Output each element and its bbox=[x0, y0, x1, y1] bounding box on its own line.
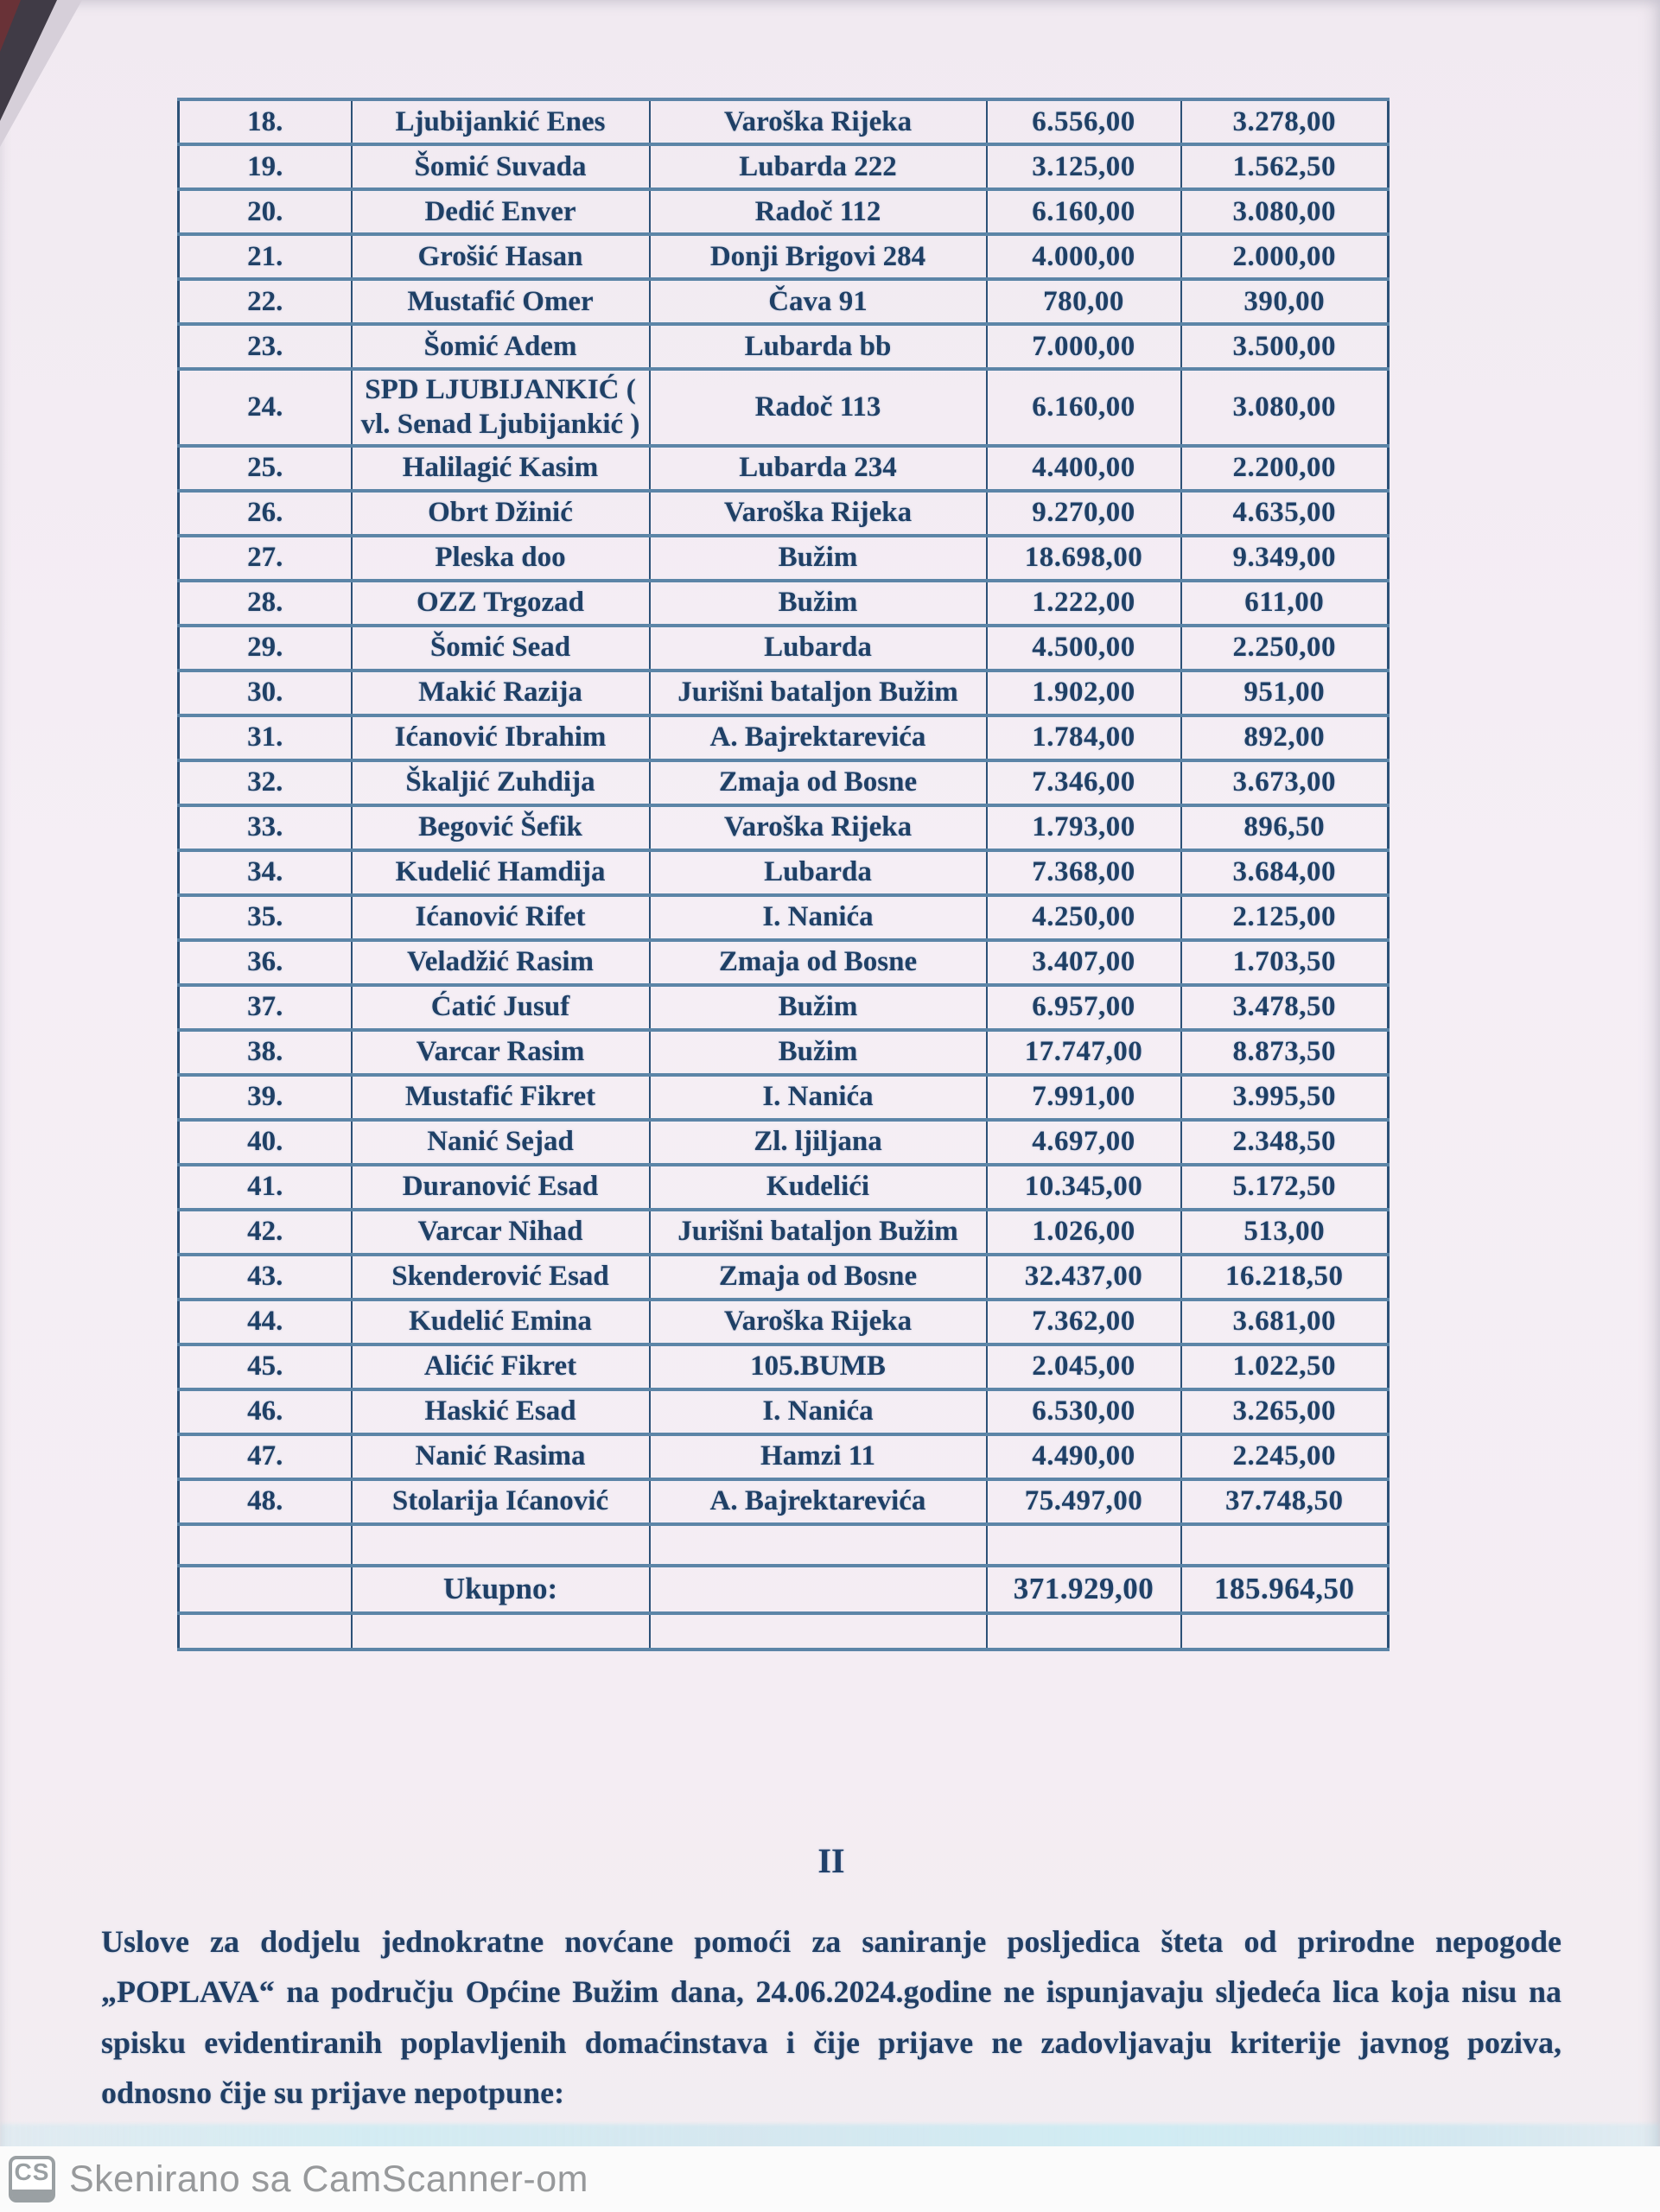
address-cell bbox=[650, 1075, 987, 1120]
amount-cell: 7.000,00 bbox=[987, 324, 1181, 369]
recipient-name-cell bbox=[352, 1255, 650, 1300]
address-cell bbox=[650, 850, 987, 895]
table-row bbox=[179, 1300, 1389, 1344]
amount-cell: 2.045,00 bbox=[987, 1344, 1181, 1389]
half-amount-cell: 3.995,50 bbox=[1181, 1075, 1389, 1120]
amount-cell: 4.697,00 bbox=[987, 1120, 1181, 1165]
recipient-name-cell bbox=[352, 1479, 650, 1524]
address-text: Bužim bbox=[778, 542, 858, 574]
address-text: Jurišni bataljon Bužim bbox=[677, 1216, 958, 1248]
recipient-name-cell bbox=[352, 895, 650, 940]
aid-recipients-table bbox=[177, 98, 1390, 1651]
address-cell bbox=[650, 324, 987, 369]
half-amount-cell: 390,00 bbox=[1181, 279, 1389, 324]
address-cell bbox=[650, 234, 987, 279]
amount-cell: 1.902,00 bbox=[987, 671, 1181, 715]
amount-cell: 6.957,00 bbox=[987, 985, 1181, 1030]
half-amount-cell: 2.245,00 bbox=[1181, 1434, 1389, 1479]
recipient-name-text: Skenderović Esad bbox=[391, 1261, 609, 1293]
table-row bbox=[179, 1120, 1389, 1165]
address-cell bbox=[650, 895, 987, 940]
table-row bbox=[179, 324, 1389, 369]
table-row bbox=[179, 1165, 1389, 1210]
address-text: Zmaja od Bosne bbox=[718, 946, 918, 978]
half-amount-cell: 3.684,00 bbox=[1181, 850, 1389, 895]
address-cell bbox=[650, 805, 987, 850]
amount-cell: 4.400,00 bbox=[987, 446, 1181, 491]
table-row bbox=[179, 715, 1389, 760]
half-amount-cell: 3.080,00 bbox=[1181, 369, 1389, 446]
address-cell bbox=[650, 189, 987, 234]
recipient-name-text: Mustafić Omer bbox=[407, 285, 594, 317]
half-amount-cell: 1.703,50 bbox=[1181, 940, 1389, 985]
table-row bbox=[179, 536, 1389, 581]
recipient-name-cell bbox=[352, 1165, 650, 1210]
recipient-name-cell bbox=[352, 491, 650, 536]
half-amount-cell: 37.748,50 bbox=[1181, 1479, 1389, 1524]
address-text: Varoška Rijeka bbox=[723, 811, 913, 843]
address-text: Bužim bbox=[778, 587, 858, 619]
recipient-name-text: Škaljić Zuhdija bbox=[405, 766, 595, 798]
address-cell bbox=[650, 1344, 987, 1389]
amount-cell: 3.407,00 bbox=[987, 940, 1181, 985]
address-text: Hamzi 11 bbox=[760, 1440, 875, 1472]
address-text: Čava 91 bbox=[768, 285, 868, 317]
recipient-name-cell bbox=[352, 626, 650, 671]
address-cell bbox=[650, 1210, 987, 1255]
half-amount-cell: 2.200,00 bbox=[1181, 446, 1389, 491]
recipient-name-cell bbox=[352, 279, 650, 324]
recipient-name-cell bbox=[352, 1434, 650, 1479]
half-amount-cell: 2.000,00 bbox=[1181, 234, 1389, 279]
half-amount-cell: 3.500,00 bbox=[1181, 324, 1389, 369]
amount-cell: 6.530,00 bbox=[987, 1389, 1181, 1434]
address-cell bbox=[650, 760, 987, 805]
half-amount-cell: 8.873,50 bbox=[1181, 1030, 1389, 1075]
address-text: Zmaja od Bosne bbox=[718, 1261, 918, 1293]
recipient-name-cell bbox=[352, 144, 650, 189]
recipient-name-text: Haskić Esad bbox=[424, 1395, 576, 1427]
recipient-name-cell bbox=[352, 324, 650, 369]
recipient-name-cell bbox=[352, 1300, 650, 1344]
recipient-name-text: Duranović Esad bbox=[402, 1171, 599, 1203]
recipient-name-cell bbox=[352, 1389, 650, 1434]
address-cell bbox=[650, 626, 987, 671]
address-text: Varoška Rijeka bbox=[723, 105, 913, 137]
half-amount-cell: 2.250,00 bbox=[1181, 626, 1389, 671]
address-text: Lubarda bb bbox=[744, 330, 892, 362]
half-amount-cell: 892,00 bbox=[1181, 715, 1389, 760]
recipient-name-text: Grošić Hasan bbox=[417, 240, 583, 272]
recipient-name-text: Varcar Nihad bbox=[417, 1216, 583, 1248]
address-text: Jurišni bataljon Bužim bbox=[677, 677, 958, 709]
table-row bbox=[179, 1434, 1389, 1479]
total-amount: 371.929,00 bbox=[987, 1566, 1181, 1613]
row-number-cell: 40. bbox=[179, 1120, 352, 1165]
address-cell bbox=[650, 144, 987, 189]
address-text: Varoška Rijeka bbox=[723, 497, 913, 529]
row-number-cell: 31. bbox=[179, 715, 352, 760]
address-text: Donji Brigovi 284 bbox=[709, 240, 926, 272]
page-corner-fold-accent bbox=[0, 0, 21, 52]
address-cell bbox=[650, 1300, 987, 1344]
row-number-cell: 24. bbox=[179, 369, 352, 446]
recipient-name-text: Šomić Suvada bbox=[414, 150, 587, 182]
address-text: Bužim bbox=[778, 1036, 858, 1068]
empty-row bbox=[179, 1524, 1389, 1566]
table-row bbox=[179, 805, 1389, 850]
recipient-name-text: OZZ Trgozad bbox=[416, 587, 585, 619]
row-number-cell: 26. bbox=[179, 491, 352, 536]
row-number-cell: 30. bbox=[179, 671, 352, 715]
recipient-name-cell bbox=[352, 671, 650, 715]
recipient-name-text: Ljubijankić Enes bbox=[395, 105, 606, 137]
half-amount-cell: 611,00 bbox=[1181, 581, 1389, 626]
recipient-name-text: Varcar Rasim bbox=[416, 1036, 585, 1068]
address-text: Lubarda bbox=[764, 632, 872, 664]
amount-cell: 7.991,00 bbox=[987, 1075, 1181, 1120]
address-cell bbox=[650, 1120, 987, 1165]
half-amount-cell: 3.278,00 bbox=[1181, 99, 1389, 144]
address-cell bbox=[650, 985, 987, 1030]
address-cell bbox=[650, 369, 987, 446]
recipient-name-cell bbox=[352, 1075, 650, 1120]
recipient-name-text: Mustafić Fikret bbox=[404, 1081, 596, 1113]
table-row bbox=[179, 99, 1389, 144]
row-number-cell: 25. bbox=[179, 446, 352, 491]
total-row bbox=[179, 1566, 1389, 1613]
row-number-cell: 47. bbox=[179, 1434, 352, 1479]
amount-cell: 18.698,00 bbox=[987, 536, 1181, 581]
row-number-cell: 33. bbox=[179, 805, 352, 850]
table-row bbox=[179, 1389, 1389, 1434]
address-cell bbox=[650, 279, 987, 324]
recipient-name-text: Ićanović Rifet bbox=[415, 901, 586, 933]
address-text: Lubarda 234 bbox=[739, 452, 897, 484]
address-text: Lubarda 222 bbox=[739, 150, 897, 182]
half-amount-cell: 3.265,00 bbox=[1181, 1389, 1389, 1434]
amount-cell: 4.490,00 bbox=[987, 1434, 1181, 1479]
total-label: Ukupno: bbox=[352, 1566, 650, 1613]
amount-cell: 3.125,00 bbox=[987, 144, 1181, 189]
amount-cell: 4.500,00 bbox=[987, 626, 1181, 671]
row-number-cell: 18. bbox=[179, 99, 352, 144]
total-half-amount: 185.964,50 bbox=[1181, 1566, 1389, 1613]
address-text: I. Nanića bbox=[762, 1395, 874, 1427]
recipient-name-cell bbox=[352, 805, 650, 850]
half-amount-cell: 2.348,50 bbox=[1181, 1120, 1389, 1165]
address-cell bbox=[650, 1389, 987, 1434]
address-cell bbox=[650, 1434, 987, 1479]
row-number-cell: 41. bbox=[179, 1165, 352, 1210]
address-text: Radoč 113 bbox=[754, 391, 881, 423]
recipient-name-text: Pleska doo bbox=[435, 542, 566, 574]
address-cell bbox=[650, 1030, 987, 1075]
half-amount-cell: 3.478,50 bbox=[1181, 985, 1389, 1030]
amount-cell: 75.497,00 bbox=[987, 1479, 1181, 1524]
address-text: I. Nanića bbox=[762, 901, 874, 933]
amount-cell: 6.160,00 bbox=[987, 189, 1181, 234]
row-number-cell: 20. bbox=[179, 189, 352, 234]
camscanner-watermark bbox=[0, 2146, 1660, 2212]
recipient-name-cell bbox=[352, 850, 650, 895]
half-amount-cell: 951,00 bbox=[1181, 671, 1389, 715]
amount-cell: 1.793,00 bbox=[987, 805, 1181, 850]
recipient-name-text: Makić Razija bbox=[418, 677, 582, 709]
recipient-name-cell bbox=[352, 369, 650, 446]
table-row bbox=[179, 1344, 1389, 1389]
row-number-cell: 39. bbox=[179, 1075, 352, 1120]
half-amount-cell: 1.562,50 bbox=[1181, 144, 1389, 189]
recipient-name-cell bbox=[352, 940, 650, 985]
row-number-cell: 46. bbox=[179, 1389, 352, 1434]
amount-cell: 1.026,00 bbox=[987, 1210, 1181, 1255]
table-footer bbox=[179, 1524, 1389, 1649]
row-number-cell: 27. bbox=[179, 536, 352, 581]
table-row bbox=[179, 446, 1389, 491]
table-row bbox=[179, 1210, 1389, 1255]
address-cell bbox=[650, 1255, 987, 1300]
address-text: Bužim bbox=[778, 991, 858, 1023]
row-number-cell: 19. bbox=[179, 144, 352, 189]
amount-cell: 7.368,00 bbox=[987, 850, 1181, 895]
table-row bbox=[179, 626, 1389, 671]
address-text: Lubarda bbox=[764, 856, 872, 888]
address-text: Zl. ljiljana bbox=[754, 1126, 882, 1158]
address-cell bbox=[650, 491, 987, 536]
amount-cell: 32.437,00 bbox=[987, 1255, 1181, 1300]
address-cell bbox=[650, 671, 987, 715]
table-row bbox=[179, 1255, 1389, 1300]
address-text: 105.BUMB bbox=[750, 1351, 886, 1382]
half-amount-cell: 1.022,50 bbox=[1181, 1344, 1389, 1389]
recipient-name-text: Kudelić Hamdija bbox=[395, 856, 606, 888]
half-amount-cell: 3.080,00 bbox=[1181, 189, 1389, 234]
recipient-name-cell bbox=[352, 536, 650, 581]
table-row bbox=[179, 895, 1389, 940]
half-amount-cell: 5.172,50 bbox=[1181, 1165, 1389, 1210]
table-row bbox=[179, 491, 1389, 536]
conditions-paragraph: Uslove za dodjelu jednokratne novćane pomoći za saniranje posljedica šteta od prirodne nepogode „POPLAVA“ na području Općine Bužim dana, 24.06.2024.godine ne ispunjavaju sljedeća lica koja nisu na spisku evidentiranih poplavljenih domaćinstava i čije prijave ne zadovljavaju kriterije javnog poziva, odnosno čije su prijave nepotpune: bbox=[101, 1924, 1561, 2110]
table-row bbox=[179, 760, 1389, 805]
row-number-cell: 37. bbox=[179, 985, 352, 1030]
amount-cell: 10.345,00 bbox=[987, 1165, 1181, 1210]
half-amount-cell: 4.635,00 bbox=[1181, 491, 1389, 536]
row-number-cell: 43. bbox=[179, 1255, 352, 1300]
recipient-name-text: Ćatić Jusuf bbox=[430, 991, 570, 1023]
row-number-cell: 42. bbox=[179, 1210, 352, 1255]
recipient-name-text: Dedić Enver bbox=[424, 195, 576, 227]
recipient-name-cell bbox=[352, 1344, 650, 1389]
table-row bbox=[179, 940, 1389, 985]
address-cell bbox=[650, 536, 987, 581]
address-text: Varoška Rijeka bbox=[723, 1306, 913, 1338]
table-row bbox=[179, 234, 1389, 279]
row-number-cell: 45. bbox=[179, 1344, 352, 1389]
table-row bbox=[179, 1030, 1389, 1075]
recipient-name-text: Kudelić Emina bbox=[409, 1306, 592, 1338]
half-amount-cell: 3.681,00 bbox=[1181, 1300, 1389, 1344]
amount-cell: 7.346,00 bbox=[987, 760, 1181, 805]
amount-cell: 780,00 bbox=[987, 279, 1181, 324]
address-text: Kudelići bbox=[766, 1171, 870, 1203]
recipient-name-cell bbox=[352, 715, 650, 760]
amount-cell: 17.747,00 bbox=[987, 1030, 1181, 1075]
recipient-name-cell bbox=[352, 985, 650, 1030]
recipient-name-cell bbox=[352, 760, 650, 805]
amount-cell: 7.362,00 bbox=[987, 1300, 1181, 1344]
address-cell bbox=[650, 446, 987, 491]
row-number-cell: 36. bbox=[179, 940, 352, 985]
row-number-cell: 28. bbox=[179, 581, 352, 626]
table-row bbox=[179, 1075, 1389, 1120]
half-amount-cell: 2.125,00 bbox=[1181, 895, 1389, 940]
address-cell bbox=[650, 1165, 987, 1210]
watermark-text: Skenirano sa CamScanner-om bbox=[69, 2158, 588, 2200]
address-text: I. Nanića bbox=[762, 1081, 874, 1113]
row-number-cell: 23. bbox=[179, 324, 352, 369]
recipient-name-text: Nanić Sejad bbox=[427, 1126, 574, 1158]
amount-cell: 4.000,00 bbox=[987, 234, 1181, 279]
half-amount-cell: 896,50 bbox=[1181, 805, 1389, 850]
recipient-name-cell bbox=[352, 446, 650, 491]
address-cell bbox=[650, 1479, 987, 1524]
address-cell bbox=[650, 99, 987, 144]
recipient-name-text: SPD LJUBIJANKIĆ ( vl. Senad Ljubijankić ) bbox=[360, 374, 640, 441]
recipient-name-cell bbox=[352, 189, 650, 234]
table-row bbox=[179, 671, 1389, 715]
empty-row bbox=[179, 1613, 1389, 1649]
table-row bbox=[179, 144, 1389, 189]
recipient-name-text: Veladžić Rasim bbox=[406, 946, 594, 978]
table-row bbox=[179, 279, 1389, 324]
recipient-name-text: Stolarija Ićanović bbox=[391, 1485, 609, 1517]
table-row bbox=[179, 189, 1389, 234]
address-text: Radoč 112 bbox=[754, 195, 881, 227]
address-text: A. Bajrektarevića bbox=[709, 721, 926, 753]
recipient-name-text: Halilagić Kasim bbox=[402, 452, 599, 484]
table-row bbox=[179, 581, 1389, 626]
row-number-cell: 21. bbox=[179, 234, 352, 279]
amount-cell: 9.270,00 bbox=[987, 491, 1181, 536]
half-amount-cell: 16.218,50 bbox=[1181, 1255, 1389, 1300]
section-heading: II bbox=[817, 1841, 845, 1880]
amount-cell: 1.222,00 bbox=[987, 581, 1181, 626]
recipient-name-cell bbox=[352, 1120, 650, 1165]
recipient-name-cell bbox=[352, 99, 650, 144]
row-number-cell: 22. bbox=[179, 279, 352, 324]
recipient-name-cell bbox=[352, 581, 650, 626]
camscanner-icon-base bbox=[12, 2190, 52, 2199]
recipient-name-text: Alićić Fikret bbox=[423, 1351, 577, 1382]
camscanner-icon-letters: CS bbox=[14, 2158, 50, 2185]
recipient-name-cell bbox=[352, 1030, 650, 1075]
row-number-cell: 35. bbox=[179, 895, 352, 940]
half-amount-cell: 9.349,00 bbox=[1181, 536, 1389, 581]
recipient-name-text: Nanić Rasima bbox=[415, 1440, 586, 1472]
camscanner-icon bbox=[9, 2156, 55, 2202]
row-number-cell: 29. bbox=[179, 626, 352, 671]
recipient-name-cell bbox=[352, 1210, 650, 1255]
half-amount-cell: 513,00 bbox=[1181, 1210, 1389, 1255]
table-row bbox=[179, 369, 1389, 446]
recipient-name-text: Šomić Sead bbox=[429, 632, 571, 664]
row-number-cell: 48. bbox=[179, 1479, 352, 1524]
row-number-cell: 32. bbox=[179, 760, 352, 805]
amount-cell: 6.160,00 bbox=[987, 369, 1181, 446]
address-cell bbox=[650, 715, 987, 760]
recipient-name-cell bbox=[352, 234, 650, 279]
address-cell bbox=[650, 581, 987, 626]
row-number-cell: 34. bbox=[179, 850, 352, 895]
amount-cell: 6.556,00 bbox=[987, 99, 1181, 144]
address-cell bbox=[650, 940, 987, 985]
amount-cell: 1.784,00 bbox=[987, 715, 1181, 760]
row-number-cell: 38. bbox=[179, 1030, 352, 1075]
row-number-cell: 44. bbox=[179, 1300, 352, 1344]
table-row bbox=[179, 985, 1389, 1030]
table-body bbox=[179, 99, 1389, 1524]
address-text: Zmaja od Bosne bbox=[718, 766, 918, 798]
amount-cell: 4.250,00 bbox=[987, 895, 1181, 940]
recipient-name-text: Begović Šefik bbox=[418, 811, 582, 843]
recipient-name-text: Šomić Adem bbox=[423, 330, 577, 362]
half-amount-cell: 3.673,00 bbox=[1181, 760, 1389, 805]
address-text: A. Bajrektarevića bbox=[709, 1485, 926, 1517]
table-row bbox=[179, 1479, 1389, 1524]
table-row bbox=[179, 850, 1389, 895]
recipient-name-text: Obrt Džinić bbox=[428, 497, 573, 529]
recipient-name-text: Ićanović Ibrahim bbox=[394, 721, 607, 753]
